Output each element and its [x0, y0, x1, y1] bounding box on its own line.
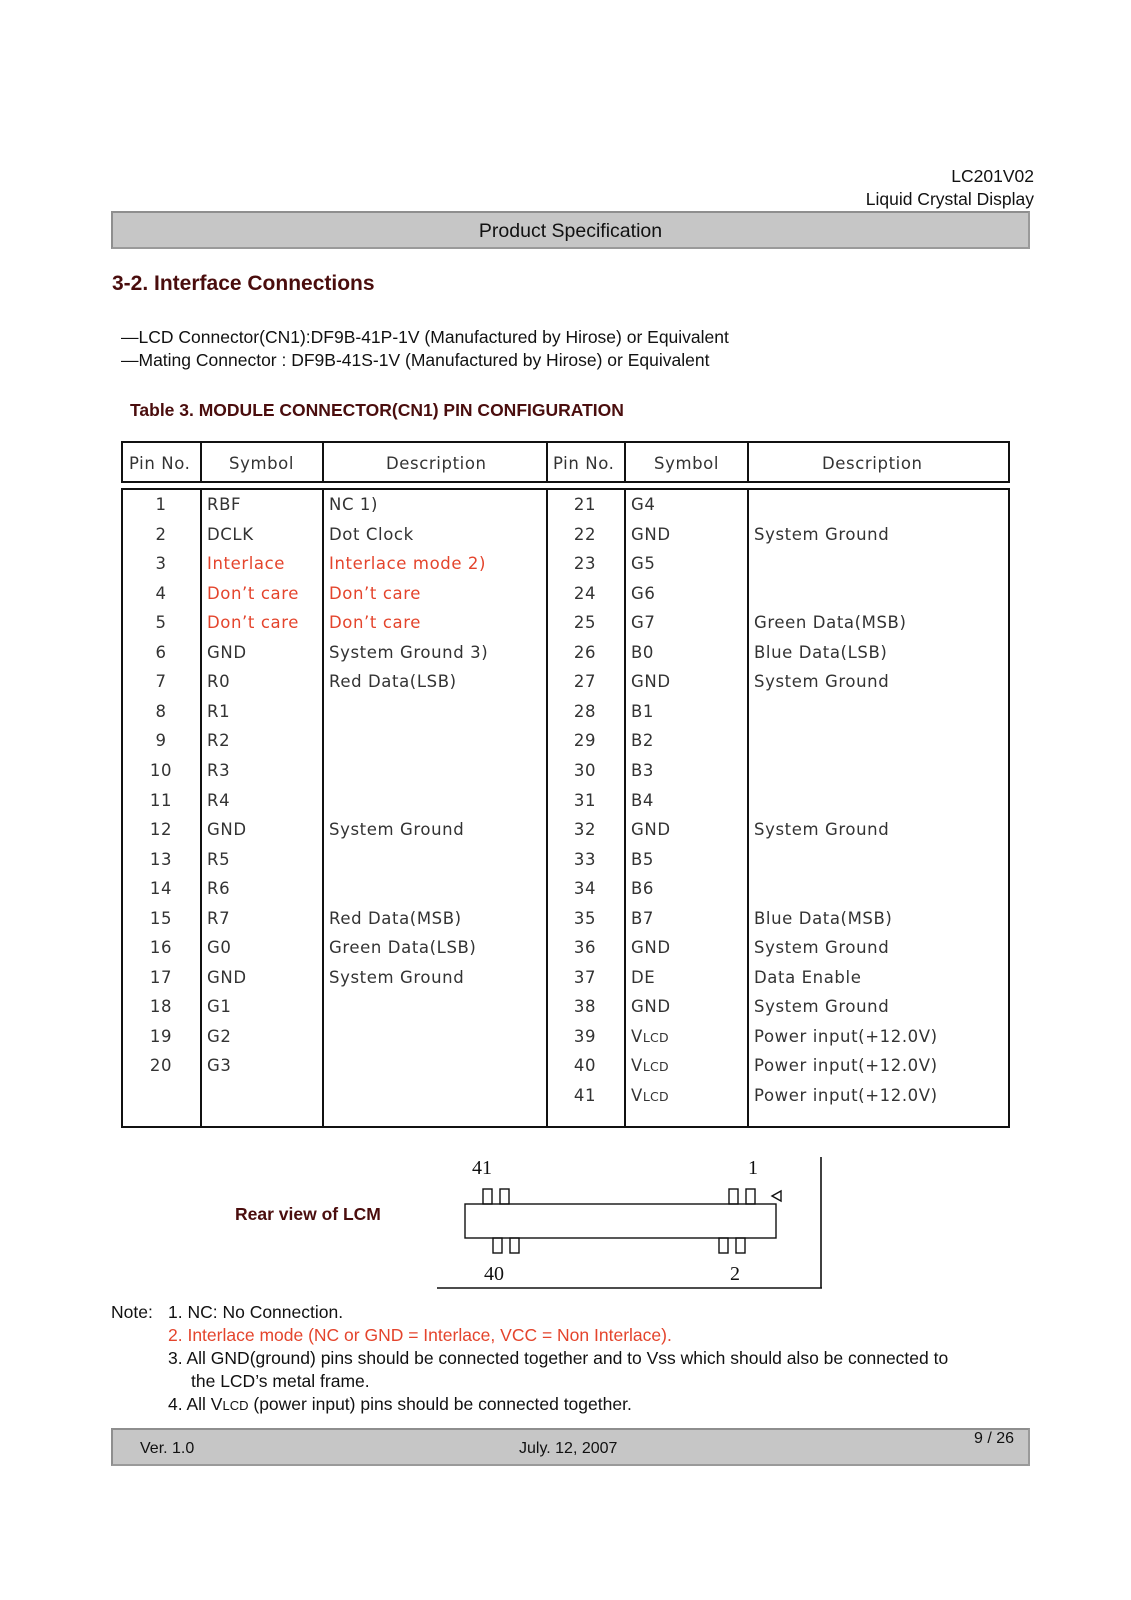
pin-number: 13: [149, 849, 173, 869]
pin-number: 33: [573, 849, 597, 869]
pin-number: 35: [573, 908, 597, 928]
pin-number: 25: [573, 613, 597, 633]
pin-symbol: G4: [631, 495, 656, 514]
model-number: LC201V02: [951, 166, 1034, 186]
pin-number: 34: [573, 879, 597, 899]
pin-description: System Ground: [329, 967, 465, 987]
pin-symbol: RBF: [207, 495, 242, 514]
pin-number: 1: [155, 495, 167, 514]
pin-number: 27: [573, 672, 597, 692]
pin-description: Blue Data(MSB): [754, 908, 893, 928]
pin-symbol: B6: [631, 879, 655, 899]
pin-number: 6: [155, 642, 167, 662]
pin-symbol-subscript: LCD: [642, 1059, 669, 1075]
pin-number: 5: [155, 613, 167, 633]
pin-number: 11: [149, 790, 173, 810]
pin-symbol-subscript: LCD: [642, 1089, 669, 1104]
pin-symbol: R2: [207, 731, 231, 751]
pin-symbol-main: V: [631, 1056, 643, 1076]
top-pins: [483, 1189, 755, 1204]
connector-bullet: —LCD Connector(CN1):DF9B-41P-1V (Manufactured by Hirose) or Equivalent: [121, 327, 729, 347]
pin-number: 40: [573, 1056, 597, 1076]
pin-description: Power input(+12.0V): [754, 1086, 938, 1105]
pin-number: 9: [155, 731, 167, 751]
header-symbol-2: Symbol: [654, 454, 720, 473]
pin-description: Red Data(LSB): [329, 672, 457, 692]
pin-symbol: B5: [631, 849, 655, 869]
pin-symbol: GND: [207, 967, 247, 987]
pin-symbol: GND: [631, 672, 671, 692]
pin-symbol: GND: [207, 820, 247, 840]
pin-number: 24: [573, 583, 597, 603]
pin-symbol: R5: [207, 849, 231, 869]
pin-symbol-main: V: [631, 1026, 643, 1046]
pin-41-label: 41: [472, 1157, 492, 1179]
pin-symbol: R3: [207, 760, 231, 780]
pin-symbol: GND: [631, 938, 671, 958]
pin-number: 7: [155, 672, 167, 692]
pin-symbol: GND: [207, 642, 247, 662]
pin-symbol: B3: [631, 760, 655, 780]
pin-description: System Ground: [329, 820, 465, 840]
pin-symbol: GND: [631, 997, 671, 1017]
title-band: [111, 211, 1030, 249]
pin-number: 26: [573, 642, 597, 662]
pin-number: 16: [149, 938, 173, 958]
pin-description: System Ground: [754, 820, 890, 840]
pin-number: 4: [155, 583, 167, 603]
pin-symbol: DE: [631, 967, 656, 987]
pin-number: 17: [149, 967, 173, 987]
pin-symbol: [631, 1027, 669, 1046]
pin-symbol-subscript: LCD: [642, 1029, 669, 1045]
pin-number: 30: [573, 760, 597, 780]
pin-1-marker-icon: [772, 1191, 781, 1201]
pin-description: System Ground: [754, 997, 890, 1017]
pin-symbol: B0: [631, 642, 655, 662]
pin-number: 18: [149, 997, 173, 1017]
note-4-text: 4. All V: [168, 1394, 223, 1414]
pin-symbol: G6: [631, 583, 656, 603]
pin-number: 3: [155, 554, 167, 574]
pin-symbol: B4: [631, 790, 655, 810]
pin-number: 23: [573, 554, 597, 574]
pin-symbol: R0: [207, 672, 231, 692]
note-4: [168, 1393, 632, 1417]
connector-diagram: [420, 1155, 830, 1305]
pin-number: 29: [573, 731, 597, 751]
product-type: Liquid Crystal Display: [865, 189, 1034, 209]
note-4-subscript: LCD: [222, 1398, 249, 1413]
pin-description: System Ground 3): [329, 642, 489, 662]
pin-table-body: [121, 488, 1010, 1128]
pin-number: 28: [573, 701, 597, 721]
pin-symbol: B7: [631, 908, 655, 928]
footer-band: [111, 1428, 1030, 1466]
pin-symbol: GND: [631, 524, 671, 544]
pin-number: 15: [149, 908, 173, 928]
footer-version: Ver. 1.0: [140, 1440, 195, 1457]
pin-description: System Ground: [754, 524, 890, 544]
note-2: 2. Interlace mode (NC or GND = Interlace, VCC = Non Interlace).: [168, 1325, 672, 1345]
note-prefix: Note:: [111, 1302, 153, 1322]
pin-description: Power input(+12.0V): [754, 1026, 938, 1046]
pin-description: Don’t care: [329, 583, 421, 603]
pin-symbol: [631, 1056, 669, 1075]
pin-description: Red Data(MSB): [329, 908, 462, 928]
pin-symbol: G0: [207, 938, 232, 958]
mating-connector-bullet: —Mating Connector : DF9B-41S-1V (Manufactured by Hirose) or Equivalent: [121, 350, 710, 370]
pin-number: 22: [573, 524, 597, 544]
pin-symbol: [631, 1086, 669, 1105]
pin-symbol: G5: [631, 554, 656, 574]
pin-description: Green Data(LSB): [329, 938, 477, 958]
header-description: Description: [386, 454, 487, 473]
pin-symbol: G7: [631, 613, 656, 633]
pin-symbol: R4: [207, 790, 231, 810]
header-symbol: Symbol: [229, 454, 295, 473]
pin-description: System Ground: [754, 938, 890, 958]
pin-description: Interlace mode 2): [329, 554, 487, 574]
note-4-text-end: (power input) pins should be connected together.: [248, 1394, 632, 1414]
pin-symbol: B2: [631, 731, 655, 751]
pin-description: NC 1): [329, 495, 379, 514]
footer-date: July. 12, 2007: [519, 1440, 618, 1457]
pin-description: System Ground: [754, 672, 890, 692]
pin-symbol: R1: [207, 701, 231, 721]
note-3-line-2: the LCD’s metal frame.: [191, 1371, 370, 1391]
pin-number: 14: [149, 879, 173, 899]
pin-symbol: Interlace: [207, 554, 286, 574]
footer-page-number: 9 / 26: [973, 1430, 1014, 1447]
pin-number: 12: [149, 820, 173, 840]
note-1: 1. NC: No Connection.: [168, 1302, 344, 1322]
pin-number: 38: [573, 997, 597, 1017]
note-3-line-1: 3. All GND(ground) pins should be connected together and to Vss which should also be connected to: [168, 1348, 949, 1368]
pin-symbol: GND: [631, 820, 671, 840]
note-3: [168, 1347, 1039, 1370]
pin-symbol: DCLK: [207, 524, 254, 544]
pin-number: 21: [573, 495, 597, 514]
pin-symbol: R6: [207, 879, 231, 899]
header-pin-no-2: Pin No.: [553, 454, 615, 473]
pin-1-label: 1: [748, 1157, 758, 1179]
pin-symbol-main: V: [631, 1086, 643, 1105]
pin-description: Power input(+12.0V): [754, 1056, 938, 1076]
table-caption: Table 3. MODULE CONNECTOR(CN1) PIN CONFIGURATION: [130, 400, 624, 420]
pin-description: Data Enable: [754, 967, 862, 987]
pin-description: Don’t care: [329, 613, 421, 633]
pin-number: 37: [573, 967, 597, 987]
pin-symbol: R7: [207, 908, 231, 928]
pin-number: 20: [149, 1056, 173, 1076]
pin-table-header: [121, 441, 1010, 483]
pin-symbol: G2: [207, 1026, 232, 1046]
pin-symbol: Don’t care: [207, 613, 299, 633]
pin-number: 10: [149, 760, 173, 780]
pin-2-label: 2: [730, 1263, 740, 1285]
pin-description: Dot Clock: [329, 524, 414, 544]
header-pin-no: Pin No.: [129, 454, 191, 473]
connector-body: [465, 1204, 776, 1238]
pin-description: Green Data(MSB): [754, 613, 907, 633]
pin-symbol: B1: [631, 701, 655, 721]
pin-number: 19: [149, 1026, 173, 1046]
pin-40-label: 40: [484, 1263, 504, 1285]
rear-view-label: Rear view of LCM: [235, 1204, 381, 1224]
pin-symbol: G3: [207, 1056, 232, 1076]
pin-description: Blue Data(LSB): [754, 642, 888, 662]
band-title: Product Specification: [478, 220, 663, 242]
pin-number: 8: [155, 701, 167, 721]
pin-symbol: G1: [207, 997, 232, 1017]
pin-symbol: Don’t care: [207, 583, 299, 603]
bottom-pins: [493, 1238, 745, 1253]
header-description-2: Description: [822, 454, 923, 473]
pin-number: 36: [573, 938, 597, 958]
pin-number: 31: [573, 790, 597, 810]
pin-number: 41: [573, 1086, 597, 1105]
pin-number: 32: [573, 820, 597, 840]
section-title: 3-2. Interface Connections: [112, 272, 375, 295]
pin-number: 39: [573, 1026, 597, 1046]
pin-number: 2: [155, 524, 167, 544]
